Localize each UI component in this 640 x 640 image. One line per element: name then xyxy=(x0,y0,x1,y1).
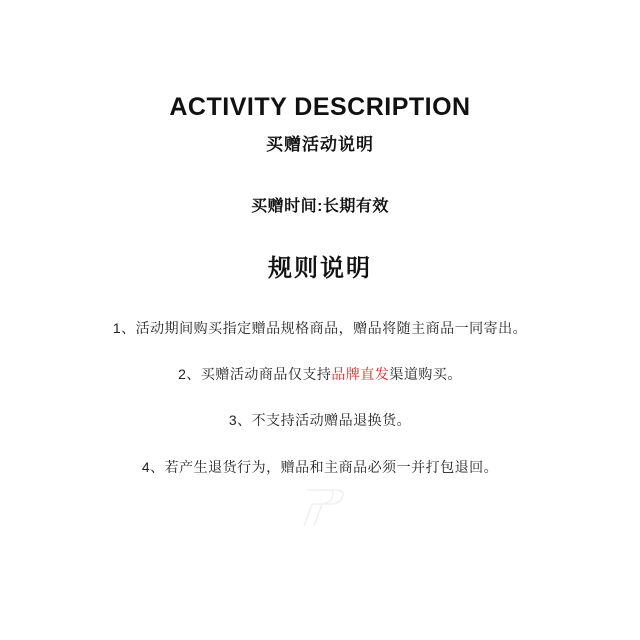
rule-text-part: 3、不支持活动赠品退换货。 xyxy=(228,412,412,429)
rule-text-part: 1、活动期间购买指定赠品规格商品，赠品将随主商品一同寄出。 xyxy=(112,319,528,336)
rule-text-tail: 渠道购买。 xyxy=(389,365,462,382)
list-item xyxy=(0,409,640,431)
rule-text-part: 2、买赠活动商品仅支持 xyxy=(178,365,332,382)
activity-period-text: 买赠时间:长期有效 xyxy=(251,197,389,215)
brand-logo-watermark xyxy=(0,478,640,538)
list-item xyxy=(0,363,640,385)
rule-highlight: 品牌直发 xyxy=(331,365,390,382)
page-title-chinese: 买赠活动说明 xyxy=(266,134,374,154)
list-item xyxy=(0,456,640,478)
rule-text-part: 4、若产生退货行为，赠品和主商品必须一并打包退回。 xyxy=(141,458,499,475)
rules-list xyxy=(0,317,640,479)
rules-section-heading: 规则说明 xyxy=(268,254,372,282)
page-title-english: ACTIVITY DESCRIPTION xyxy=(169,93,471,121)
list-item xyxy=(0,317,640,339)
